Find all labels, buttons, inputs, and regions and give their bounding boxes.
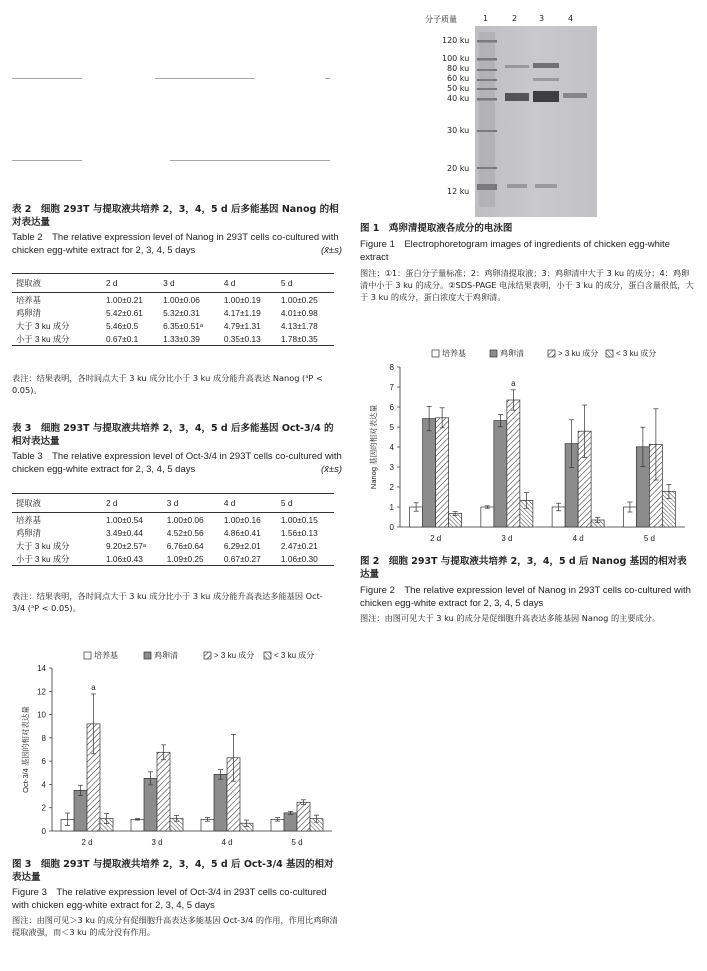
- legend-label: 鸡卵清: [154, 651, 178, 660]
- table-header-row: [12, 494, 334, 513]
- table-cell: 0.35±0.13: [223, 333, 261, 344]
- table-row: [12, 332, 334, 346]
- table-cell: 1.00±0.15: [280, 514, 318, 525]
- y-tick-label: 2: [41, 803, 46, 813]
- y-axis-label: Oct-3/4 基因的相对表达量: [21, 706, 30, 793]
- table-cell: 2.47±0.21: [280, 540, 318, 551]
- y-tick-label: 0: [389, 523, 394, 532]
- table-cell: 1.00±0.19: [223, 294, 261, 305]
- table-cell: 1.33±0.39: [163, 333, 200, 344]
- table-header-cell: 5 d: [280, 498, 293, 508]
- table2-title-cn: 表 2 细胞 293T 与提取液共培养 2，3，4，5 d 后多能基因 Nanog 的相对表达量: [12, 204, 339, 228]
- table-cell: 6.76±0.64: [166, 540, 204, 551]
- nanog-chart-svg: [360, 345, 700, 545]
- marker-label: 20 ku: [447, 164, 470, 173]
- lane-label: 4: [568, 14, 574, 23]
- table-cell: 小于 3 ku 成分: [16, 333, 70, 344]
- x-tick-label: 4 d: [221, 838, 233, 847]
- divider: [170, 160, 330, 161]
- legend-swatch: [432, 350, 439, 357]
- figure1-title-cn: 图 1 鸡卵清提取液各成分的电泳图: [360, 223, 513, 234]
- bar: [214, 774, 227, 831]
- legend-swatch: [204, 652, 211, 659]
- y-tick-label: 8: [389, 363, 394, 372]
- y-tick-label: 0: [41, 827, 46, 836]
- significance-label: a: [91, 682, 96, 692]
- table-cell: 鸡卵清: [16, 527, 41, 538]
- table-header-cell: 提取液: [16, 498, 41, 508]
- y-tick-label: 1: [389, 503, 394, 512]
- table-cell: 9.20±2.57ᵃ: [106, 540, 146, 551]
- divider: [12, 160, 82, 161]
- chart-legend: [432, 348, 656, 358]
- bar: [507, 400, 520, 527]
- y-tick-label: 14: [37, 664, 46, 673]
- marker-label: 50 ku: [447, 84, 470, 93]
- marker-label: 80 ku: [447, 64, 470, 73]
- table3-title-en-text: Table 3 The relative expression level of Oct-3/4 in 293T cells co-cultured with chicken egg-white extract for 2, 3, 4, 5 days: [12, 451, 342, 475]
- lane-label: 2: [512, 14, 518, 23]
- table-cell: 1.56±0.13: [280, 527, 318, 538]
- legend-label: > 3 ku 成分: [214, 651, 255, 660]
- table-header-cell: 4 d: [223, 278, 236, 288]
- y-tick-label: 12: [37, 687, 46, 697]
- table-cell: 大于 3 ku 成分: [16, 540, 70, 551]
- legend-swatch: [144, 652, 151, 659]
- table-cell: 5.32±0.31: [163, 307, 200, 318]
- table-cell: 4.79±1.31: [223, 320, 261, 331]
- x-tick-label: 3 d: [151, 838, 163, 847]
- table-cell: 4.52±0.56: [166, 527, 204, 538]
- table-cell: 鸡卵清: [16, 307, 41, 318]
- table-cell: 4.17±1.19: [223, 307, 261, 318]
- figure2-chart: [360, 345, 700, 545]
- x-tick-label: 2 d: [81, 838, 93, 847]
- table-cell: 6.29±2.01: [223, 540, 261, 551]
- legend-label: < 3 ku 成分: [274, 651, 315, 660]
- legend-swatch: [264, 652, 271, 659]
- figure3-caption: [12, 858, 342, 938]
- table-cell: 1.00±0.21: [106, 294, 143, 305]
- y-tick-label: 10: [37, 710, 46, 720]
- bar: [144, 778, 157, 831]
- marker-label: 120 ku: [442, 36, 470, 45]
- gel-figure: [425, 12, 600, 217]
- table-header-cell: 3 d: [166, 498, 179, 508]
- y-tick-label: 6: [41, 757, 46, 767]
- oct-chart-svg: [12, 650, 347, 855]
- table-row: [12, 526, 334, 539]
- bar: [494, 421, 507, 527]
- x-tick-label: 3 d: [501, 534, 513, 543]
- figure1-title-en: Figure 1 Electrophoretogram images of ingredients of chicken egg-white extract: [360, 239, 670, 263]
- table-row: [12, 319, 334, 332]
- figure2-title-en: Figure 2 The relative expression level of Nanog in 293T cells co-cultured with chicken egg-white extract for 2, 3, 4, 5 days: [360, 585, 691, 609]
- table-header-row: [12, 274, 334, 293]
- table-row: [12, 293, 334, 307]
- marker-label: 60 ku: [447, 74, 470, 83]
- table-cell: 0.67±0.1: [106, 333, 139, 344]
- table2-title-en: [12, 231, 342, 257]
- table-cell: 1.78±0.35: [280, 333, 318, 344]
- figure3-chart: [12, 650, 347, 855]
- y-tick-label: 2: [389, 483, 394, 492]
- y-tick-label: 3: [389, 463, 394, 472]
- table-cell: 1.00±0.54: [106, 514, 143, 525]
- table-cell: 1.09±0.25: [166, 553, 204, 564]
- table3-title-en: [12, 450, 342, 476]
- table-row: [12, 306, 334, 319]
- lane-label: 1: [483, 14, 489, 23]
- table-row: [12, 539, 334, 552]
- table3-note: 表注：结果表明，各时间点大于 3 ku 成分比小于 3 ku 成分能升高表达多能基因 Oct-3/4 (ᵃP < 0.05)。: [12, 591, 323, 613]
- legend-label: > 3 ku 成分: [558, 349, 599, 358]
- bar: [481, 507, 494, 527]
- table-header-cell: 3 d: [163, 278, 175, 288]
- y-tick-label: 5: [389, 423, 394, 432]
- marker-label: 30 ku: [447, 126, 470, 135]
- table-cell: 4.86±0.41: [223, 527, 261, 538]
- table-cell: 1.00±0.16: [223, 514, 261, 525]
- bar: [74, 790, 87, 831]
- divider: [325, 78, 330, 79]
- bar: [436, 418, 449, 527]
- significance-label: a: [511, 378, 516, 388]
- bar: [423, 419, 436, 527]
- chart-legend: [84, 650, 314, 660]
- figure1-note: 图注：①1：蛋白分子量标准；2：鸡卵清提取液；3：鸡卵清中大于 3 ku 的成分；4：鸡卵清中小于 3 ku 的成分。②SDS-PAGE 电泳结果表明，小于 3 ku 的成分，蛋白含量很低，大于 3 ku 的成分，蛋白浓度大于鸡卵清。: [360, 268, 694, 302]
- table-cell: 1.06±0.30: [280, 553, 318, 564]
- legend-label: 培养基: [442, 349, 466, 358]
- y-tick-label: 8: [41, 733, 46, 743]
- marker-label: 12 ku: [447, 187, 470, 196]
- table-cell: 1.00±0.25: [280, 294, 318, 305]
- y-tick-label: 4: [41, 780, 46, 790]
- gel-marker-header: 分子质量: [425, 15, 457, 24]
- table-row: [12, 513, 334, 527]
- divider: [12, 78, 82, 79]
- table2-caption: [12, 203, 342, 257]
- table-cell: 3.49±0.44: [106, 527, 143, 538]
- table-cell: 4.01±0.98: [280, 307, 318, 318]
- x-tick-label: 2 d: [430, 534, 442, 543]
- table-header-cell: 2 d: [106, 498, 118, 508]
- table-cell: 小于 3 ku 成分: [16, 553, 70, 564]
- legend-label: 鸡卵清: [500, 349, 524, 358]
- table-header-cell: 4 d: [223, 498, 236, 508]
- divider: [155, 78, 255, 79]
- table-cell: 1.00±0.06: [163, 294, 200, 305]
- bar: [297, 802, 310, 831]
- table2-title-en-text: Table 2 The relative expression level of Nanog in 293T cells co-cultured with chicken egg-white extract for 2, 3, 4, 5 days: [12, 232, 339, 256]
- x-tick-label: 4 d: [572, 534, 584, 543]
- table2-note: 表注：结果表明，各时间点大于 3 ku 成分比小于 3 ku 成分能升高表达 Nanog (ᵃP < 0.05)。: [12, 373, 323, 395]
- table-cell: 培养基: [16, 294, 41, 305]
- figure3-note: 图注：由图可见＞3 ku 的成分有促细胞升高表达多能基因 Oct-3/4 的作用，作用比鸡卵清提取液强，而＜3 ku 的成分没有作用。: [12, 915, 338, 937]
- table2-unit: (x̄±s): [320, 245, 342, 256]
- legend-swatch: [490, 350, 497, 357]
- table-cell: 5.46±0.5: [106, 320, 139, 331]
- legend-swatch: [606, 350, 613, 357]
- y-tick-label: 4: [389, 443, 394, 452]
- table2: [12, 273, 334, 346]
- figure2-title-cn: 图 2 细胞 293T 与提取液共培养 2，3，4，5 d 后 Nanog 基因的相对表达量: [360, 556, 687, 580]
- table-cell: 4.13±1.78: [280, 320, 318, 331]
- x-tick-label: 5 d: [643, 534, 655, 543]
- table-cell: 5.42±0.61: [106, 307, 143, 318]
- legend-label: 培养基: [94, 651, 118, 660]
- figure3-title-cn: 图 3 细胞 293T 与提取液共培养 2，3，4，5 d 后 Oct-3/4 基因的相对表达量: [12, 859, 334, 883]
- table-cell: 1.06±0.43: [106, 553, 143, 564]
- table-cell: 大于 3 ku 成分: [16, 320, 70, 331]
- figure1-caption: [360, 222, 695, 303]
- y-tick-label: 6: [389, 403, 394, 412]
- table3: [12, 493, 334, 566]
- table3-unit: (x̄±s): [320, 464, 342, 475]
- table3-caption: [12, 422, 342, 476]
- y-axis-label: Nanog 基因的相对表达量: [369, 404, 378, 490]
- bar: [131, 819, 144, 831]
- lane-label: 3: [539, 14, 545, 23]
- table3-title-cn: 表 3 细胞 293T 与提取液共培养 2，3，4，5 d 后多能基因 Oct-3/4 的相对表达量: [12, 423, 334, 447]
- legend-swatch: [548, 350, 555, 357]
- marker-label: 100 ku: [442, 54, 470, 63]
- bar: [157, 752, 170, 831]
- legend-swatch: [84, 652, 91, 659]
- table-cell: 1.00±0.06: [166, 514, 204, 525]
- legend-label: < 3 ku 成分: [616, 349, 657, 358]
- x-tick-label: 5 d: [291, 838, 303, 847]
- table-row: [12, 552, 334, 566]
- marker-label: 40 ku: [447, 94, 470, 103]
- table-header-cell: 提取液: [16, 278, 41, 288]
- bar: [284, 813, 297, 831]
- figure2-caption: [360, 555, 695, 624]
- table-header-cell: 5 d: [280, 278, 293, 288]
- table-cell: 0.67±0.27: [223, 553, 261, 564]
- figure3-title-en: Figure 3 The relative expression level of Oct-3/4 in 293T cells co-cultured with chicken egg-white extract for 2, 3, 4, 5 days: [12, 887, 327, 911]
- y-tick-label: 7: [389, 383, 394, 392]
- table-cell: 培养基: [16, 514, 41, 525]
- figure2-note: 图注：由图可见大于 3 ku 的成分是促细胞升高表达多能基因 Nanog 的主要成分。: [360, 613, 661, 623]
- table-header-cell: 2 d: [106, 278, 118, 288]
- table-cell: 6.35±0.51ᵃ: [163, 320, 203, 331]
